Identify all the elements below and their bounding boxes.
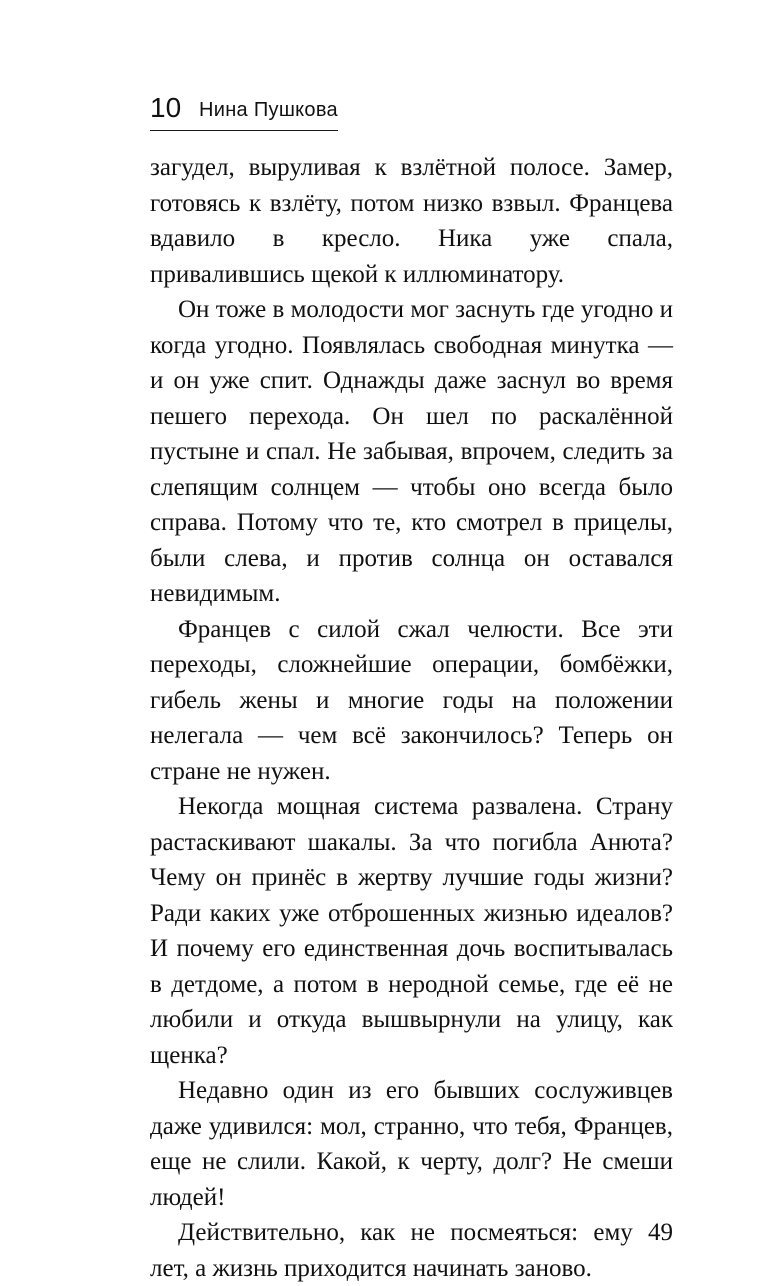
running-head-author: Нина Пушкова (199, 99, 338, 121)
body-text (150, 150, 673, 1286)
paragraph: Францев с силой сжал челюсти. Все эти переходы, сложнейшие операции, бомбёжки, гибель жены и многие годы на положении нелегала — чем всё закончилось? Теперь он стране не нужен. (150, 615, 673, 785)
paragraph: Некогда мощная система развалена. Страну растаскивают шакалы. За что погибла Анюта? Чему он принёс в жертву лучшие годы жизни? Ради каких уже отброшенных жизнью идеалов? И почему его единственная дочь воспитывалась в детдоме, а потом в неродной семье, где её не любили и откуда вышвырнули на улицу, как щенка? (150, 793, 673, 1069)
page-number: 10 (150, 92, 182, 123)
paragraph: Недавно один из его бывших сослуживцев даже удивился: мол, странно, что тебя, Францев, еще не слили. Какой, к черту, долг? Не смеши людей! (150, 1077, 673, 1211)
page-header (150, 92, 338, 131)
paragraph: Действительно, как не посмеяться: ему 49 лет, а жизнь приходится начинать заново. (150, 1219, 673, 1282)
paragraph: Он тоже в молодости мог заснуть где угодно и когда угодно. Появлялась свободная минутка — и он уже спит. Однажды даже заснул во время пешего перехода. Он шел по раскалённой пустыне и спал. Не забывая, впрочем, следить за слепящим солнцем — чтобы оно всегда было справа. Потому что те, кто смотрел в прицелы, были слева, и против солнца он оставался невидимым. (150, 296, 673, 607)
paragraph: загудел, выруливая к взлётной полосе. Замер, готовясь к взлёту, потом низко взвыл. Францева вдавило в кресло. Ника уже спала, привалившись щекой к иллюминатору. (150, 154, 673, 288)
